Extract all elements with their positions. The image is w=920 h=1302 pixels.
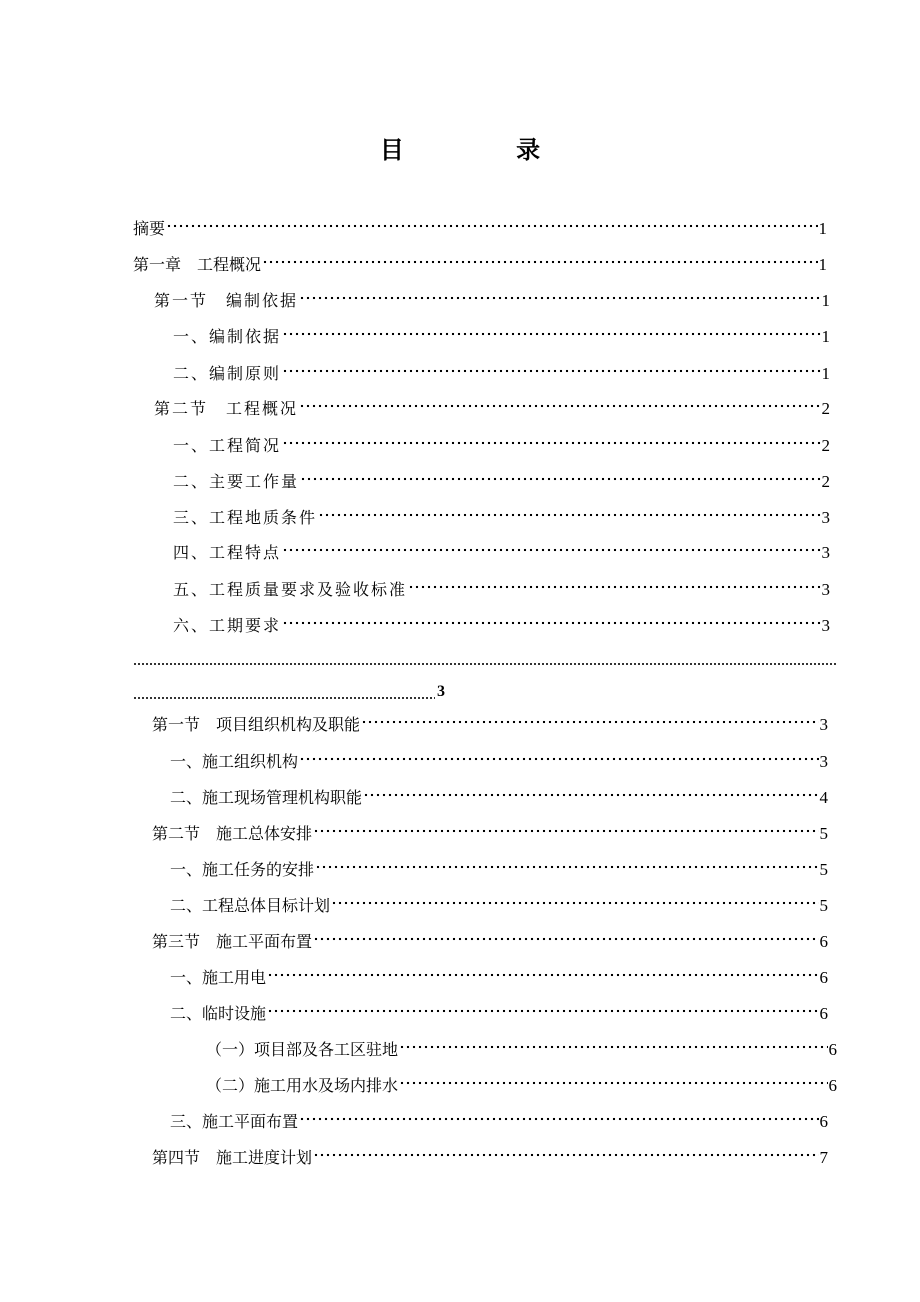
dot-leader	[361, 718, 818, 726]
toc-entry-abstract[interactable]	[133, 217, 827, 241]
dot-leader	[133, 662, 836, 666]
toc-entry-page: 1	[821, 291, 830, 310]
toc-entry-page: 1	[821, 364, 830, 383]
dot-leader	[313, 827, 818, 835]
toc-entry-label: （二）施工用水及场内排水	[206, 1076, 399, 1095]
dot-leader	[267, 1007, 818, 1015]
toc-entry-subitem[interactable]	[206, 1074, 837, 1098]
toc-entry-page: 6	[828, 1076, 837, 1095]
dot-leader	[399, 1043, 827, 1051]
dot-leader	[399, 1079, 827, 1087]
toc-entry-label: 二、工程总体目标计划	[170, 896, 331, 915]
toc-entry-section[interactable]	[152, 713, 828, 737]
toc-entry-item[interactable]	[173, 362, 830, 386]
toc-entry-label: 一、工程简况	[173, 436, 282, 455]
toc-entry-label: 第一节 编制依据	[154, 291, 299, 310]
dot-leader	[363, 791, 818, 799]
toc-entry-item[interactable]	[173, 614, 830, 638]
toc-entry-label: 一、施工用电	[170, 968, 267, 987]
dot-leader	[282, 330, 820, 338]
toc-entry-page: 6	[819, 932, 828, 951]
toc-entry-section[interactable]	[154, 397, 830, 421]
toc-entry-item[interactable]	[173, 434, 830, 458]
toc-entry-page: 6	[819, 1112, 828, 1131]
toc-entry-section[interactable]	[154, 289, 830, 313]
toc-entry-item[interactable]	[170, 858, 828, 882]
toc-entry-page: 1	[818, 219, 827, 238]
dot-leader	[300, 475, 820, 483]
dot-leader	[282, 439, 820, 447]
toc-entry-item[interactable]	[170, 966, 828, 990]
dot-leader	[299, 1115, 818, 1123]
toc-entry-page: 4	[819, 788, 828, 807]
toc-entry-label: （一）项目部及各工区驻地	[206, 1040, 399, 1059]
toc-entry-page: 5	[819, 896, 828, 915]
toc-entry-label: 三、工程地质条件	[173, 508, 318, 527]
toc-entry-page: 1	[821, 327, 830, 346]
toc-entry-page: 5	[819, 824, 828, 843]
toc-entry-page: 3	[821, 616, 830, 635]
dot-leader	[408, 583, 820, 591]
toc-entry-item[interactable]	[170, 786, 828, 810]
toc-entry-label: 一、施工任务的安排	[170, 860, 315, 879]
toc-entry-label: 二、施工现场管理机构职能	[170, 788, 363, 807]
toc-entry-section[interactable]	[152, 1146, 828, 1170]
toc-entry-label: 第一节 项目组织机构及职能	[152, 715, 361, 734]
toc-entry-page: 3	[819, 715, 828, 734]
toc-entry-item[interactable]	[173, 470, 830, 494]
dot-leader	[315, 863, 818, 871]
toc-entry-label: 二、临时设施	[170, 1004, 267, 1023]
toc-entry-page: 3	[437, 683, 445, 700]
dot-leader	[133, 696, 435, 700]
toc-entry-label: 第二节 工程概况	[154, 399, 299, 418]
toc-entry-item[interactable]	[173, 541, 830, 565]
dot-leader	[166, 222, 817, 230]
dot-leader	[299, 402, 820, 410]
toc-entry-item[interactable]	[170, 894, 828, 918]
dot-leader	[318, 511, 820, 519]
toc-entry-item[interactable]	[170, 750, 828, 774]
toc-entry-page: 6	[819, 968, 828, 987]
toc-entry-page: 3	[819, 752, 828, 771]
dot-leader	[267, 971, 818, 979]
toc-entry-item[interactable]	[170, 1110, 828, 1134]
toc-entry-label: 第二节 施工总体安排	[152, 824, 313, 843]
toc-entry-label: 一、施工组织机构	[170, 752, 299, 771]
dot-leader	[331, 899, 818, 907]
toc-entry-item[interactable]	[170, 1002, 828, 1026]
toc-entry-page: 3	[821, 543, 830, 562]
toc-entry-page: 2	[821, 436, 830, 455]
toc-entry-label: 五、工程质量要求及验收标准	[173, 580, 408, 599]
toc-entry-label: 六、工期要求	[173, 616, 282, 635]
toc-entry-page: 6	[828, 1040, 837, 1059]
toc-entry-label: 第四节 施工进度计划	[152, 1148, 313, 1167]
dot-leader	[313, 935, 818, 943]
toc-entry-page: 3	[821, 580, 830, 599]
toc-entry-label: 三、施工平面布置	[170, 1112, 299, 1131]
toc-entry-page: 3	[821, 508, 830, 527]
toc-entry-label: 二、主要工作量	[173, 472, 300, 491]
toc-title: 目 录	[379, 136, 593, 164]
toc-entry-section[interactable]	[152, 930, 828, 954]
dot-leader	[299, 755, 818, 763]
toc-entry-item[interactable]	[173, 578, 830, 602]
dot-leader	[313, 1151, 818, 1159]
dot-leader	[299, 294, 820, 302]
toc-entry-subitem[interactable]	[206, 1038, 837, 1062]
toc-entry-label: 第一章 工程概况	[133, 255, 262, 274]
toc-entry-page: 5	[819, 860, 828, 879]
toc-entry-label: 二、编制原则	[173, 364, 282, 383]
toc-entry-page: 2	[821, 399, 830, 418]
dot-leader	[282, 546, 820, 554]
toc-entry-label: 摘要	[133, 219, 166, 238]
dot-leader	[282, 619, 820, 627]
toc-entry-item[interactable]	[173, 506, 830, 530]
toc-entry-label: 四、工程特点	[173, 543, 282, 562]
dot-leader	[262, 258, 817, 266]
toc-entry-section[interactable]	[152, 822, 828, 846]
toc-entry-page: 2	[821, 472, 830, 491]
toc-entry-label: 一、编制依据	[173, 327, 282, 346]
toc-entry-label: 第三节 施工平面布置	[152, 932, 313, 951]
toc-entry-page: 1	[818, 255, 827, 274]
toc-entry-chapter-1[interactable]	[133, 253, 827, 277]
dot-leader	[282, 367, 820, 375]
toc-entry-item[interactable]	[173, 325, 830, 349]
toc-entry-page: 7	[819, 1148, 828, 1167]
toc-entry-page: 6	[819, 1004, 828, 1023]
